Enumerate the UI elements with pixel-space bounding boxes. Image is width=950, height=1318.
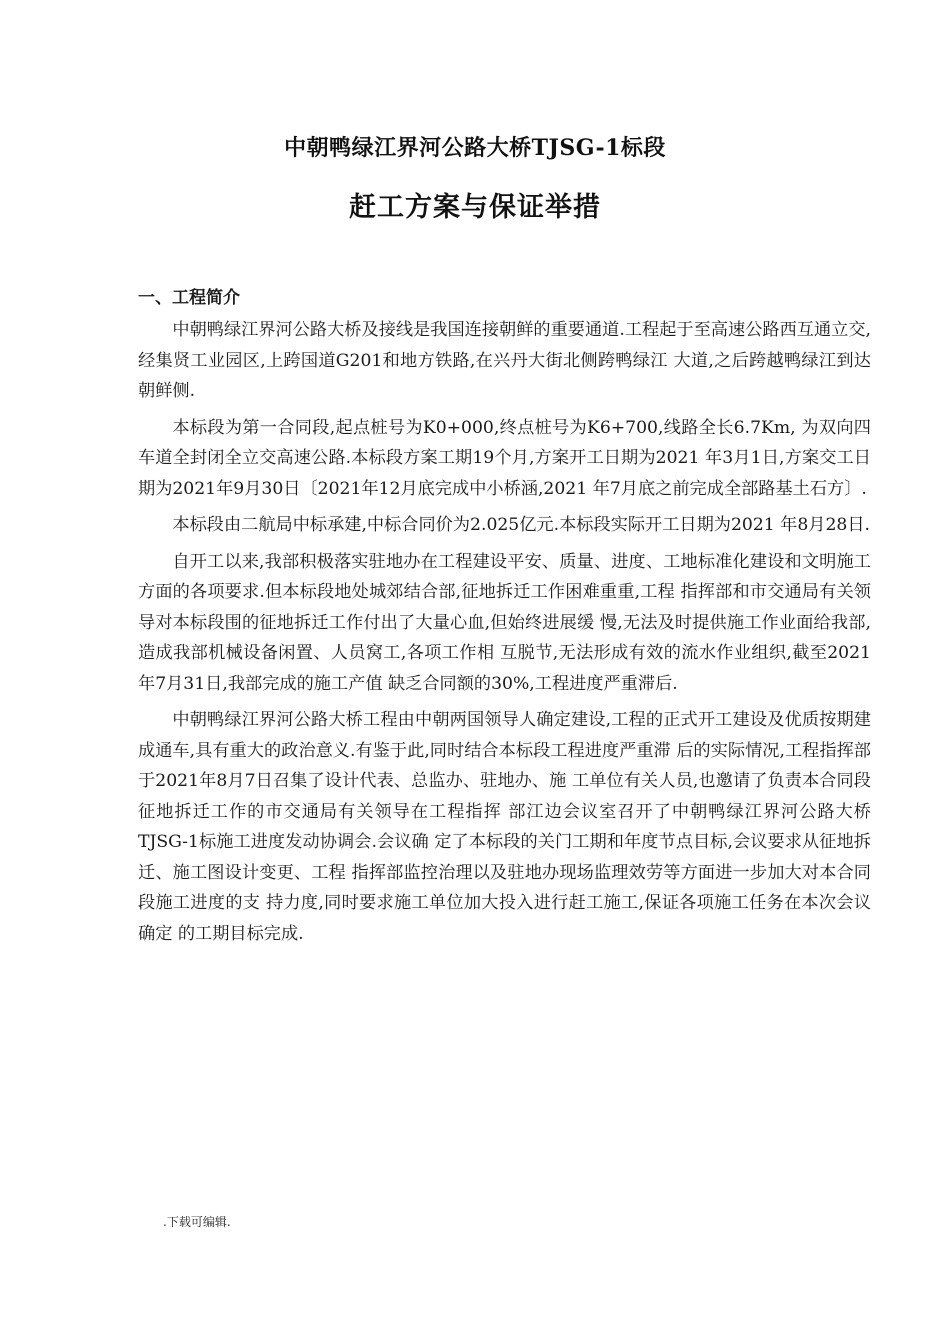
document-body	[138, 315, 871, 955]
paragraph-3: 本标段由二航局中标承建,中标合同价为2.025亿元.本标段实际开工日期为2021 年8月28日.	[172, 515, 870, 535]
paragraph-1: 中朝鸭绿江界河公路大桥及接线是我国连接朝鲜的重要通道.工程起于至高速公路西互通立交,经集贤工业园区,上跨国道G201和地方铁路,在兴丹大街北侧跨鸭绿江 大道,之后跨越鸭绿江到达朝鲜侧.	[138, 320, 871, 401]
section-heading: 一、工程简介	[138, 288, 240, 308]
paragraph-5: 中朝鸭绿江界河公路大桥工程由中朝两国领导人确定建设,工程的正式开工建设及优质按期建成通车,具有重大的政治意义.有鉴于此,同时结合本标段工程进度严重滞 后的实际情况,工程指挥部于2021年8月7日召集了设计代表、总监办、驻地办、施 工单位有关人员,也邀请了负责本合同段征地拆迁工作的市交通局有关领导在工程指挥 部江边会议室召开了中朝鸭绿江界河公路大桥TJSG-1标施工进度发动协调会.会议确 定了本标段的关门工期和年度节点目标,会议要求从征地拆迁、施工图设计变更、工程 指挥部监控治理以及驻地办现场监理效劳等方面进一步加大对本合同段施工进度的支 持力度,同时要求施工单位加大投入进行赶工施工,保证各项施工任务在本次会议确定 的工期目标完成.	[138, 710, 871, 944]
footer-note: .下载可编辑.	[163, 1215, 231, 1229]
document-title: 中朝鸭绿江界河公路大桥TJSG-1标段	[284, 135, 666, 161]
paragraph-4: 自开工以来,我部积极落实驻地办在工程建设平安、质量、进度、工地标准化建设和文明施工方面的各项要求.但本标段地处城郊结合部,征地拆迁工作困难重重,工程 指挥部和市交通局有关领导对本标段围的征地拆迁工作付出了大量心血,但始终进展缓 慢,无法及时提供施工作业面给我部,造成我部机械设备闲置、人员窝工,各项工作相 互脱节,无法形成有效的流水作业组织,截至2021年7月31日,我部完成的施工产值 缺乏合同额的30%,工程进度严重滞后.	[138, 551, 871, 694]
paragraph-2: 本标段为第一合同段,起点桩号为K0+000,终点桩号为K6+700,线路全长6.7Km, 为双向四车道全封闭全立交高速公路.本标段方案工期19个月,方案开工日期为2021 年3月1日,方案交工日期为2021年9月30日〔2021年12月底完成中小桥涵,2021 年7月底之前完成全部路基土石方〕.	[138, 417, 871, 499]
document-subtitle: 赶工方案与保证举措	[349, 192, 601, 223]
